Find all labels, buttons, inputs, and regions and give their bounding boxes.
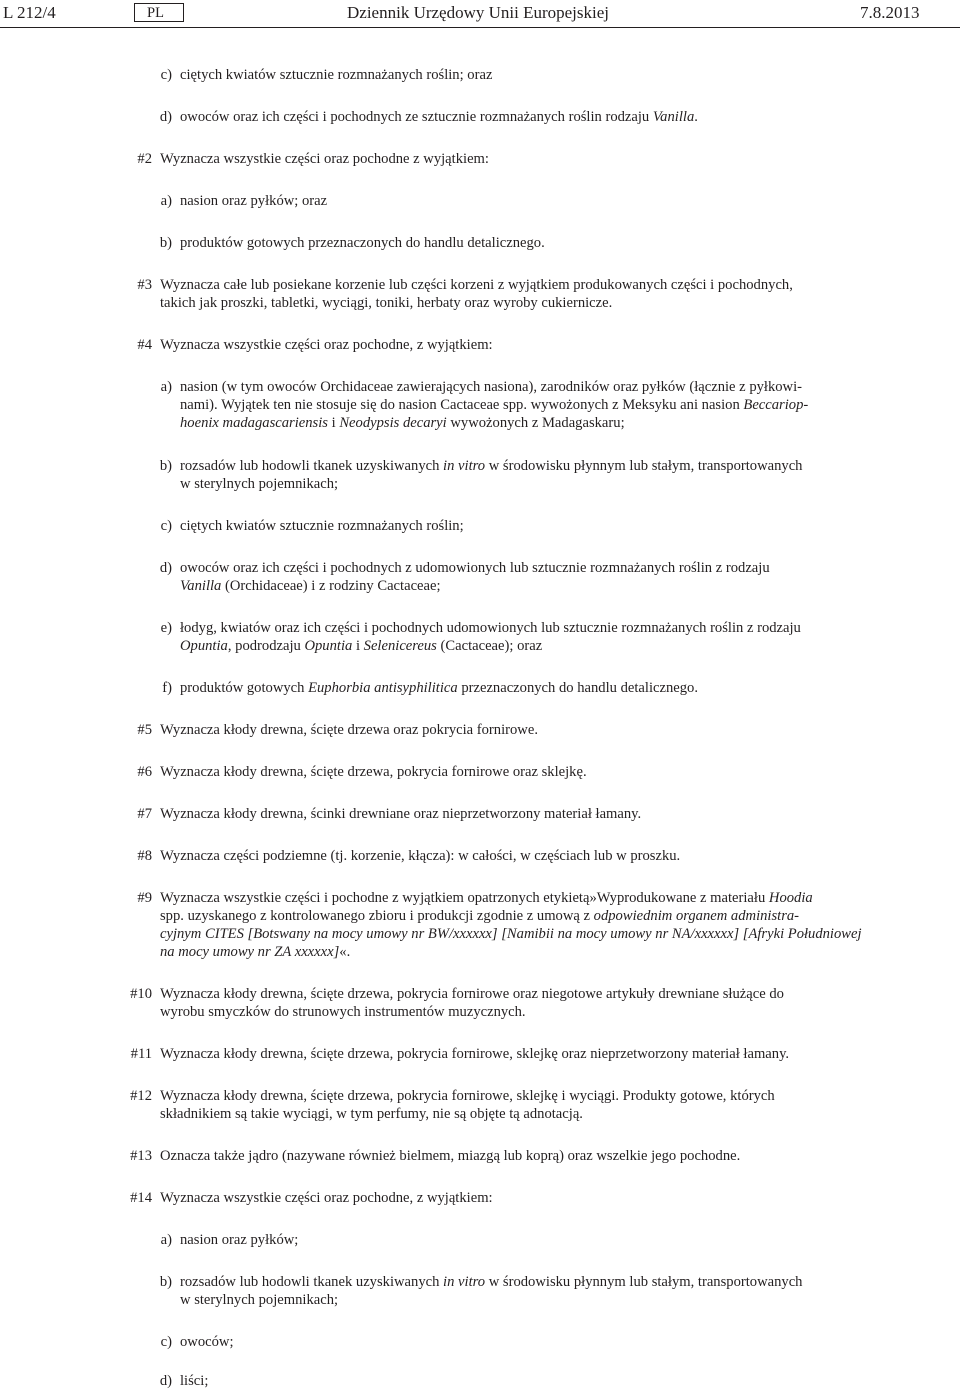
annotation-text-line: takich jak proszki, tabletki, wyciągi, toniki, herbaty oraz wyroby cukiernicze. <box>160 295 613 311</box>
list-label: c) <box>160 67 172 83</box>
publication-date: 7.8.2013 <box>860 3 920 22</box>
page-reference: L 212/4 <box>3 3 56 22</box>
annotation-text: Wyznacza wszystkie części oraz pochodne, z wyjątkiem: <box>160 337 493 353</box>
annotation-number: #11 <box>130 1046 152 1062</box>
annotation-number: #13 <box>130 1148 152 1164</box>
annotation-text: Wyznacza wszystkie części oraz pochodne z wyjątkiem: <box>160 151 489 167</box>
list-item-text-line: w sterylnych pojemnikach; <box>180 1292 339 1308</box>
list-label: d) <box>159 109 172 125</box>
annotation-text-line: Wyznacza wszystkie części i pochodne z wyjątkiem opatrzonych etykietą»Wyprodukowane z materiału Hoodia <box>160 890 813 906</box>
annotation-text: Wyznacza kłody drewna, ścinki drewniane oraz nieprzetworzony materiał łamany. <box>160 806 642 822</box>
list-item-text-line: nasion (w tym owoców Orchidaceae zawierających nasiona), zarodników oraz pyłków (łącznie z pyłkowi- <box>180 379 803 395</box>
list-item-text: ciętych kwiatów sztucznie rozmnażanych roślin; <box>180 518 464 534</box>
list-item-text-line: rozsadów lub hodowli tkanek uzyskiwanych in vitro w środowisku płynnym lub stałym, transportowanych <box>180 1274 803 1290</box>
annotation-text-line: Wyznacza całe lub posiekane korzenie lub części korzeni z wyjątkiem produkowanych części i pochodnych, <box>160 277 793 293</box>
annotation-text: Oznacza także jądro (nazywane również bielmem, miazgą lub koprą) oraz wszelkie jego pochodne. <box>160 1148 741 1164</box>
annotation-number: #4 <box>137 337 152 353</box>
list-item-text-line: łodyg, kwiatów oraz ich części i pochodnych udomowionych lub sztucznie rozmnażanych roślin z rodzaju <box>180 620 801 636</box>
annotation-text-line: składnikiem są takie wyciągi, w tym perfumy, nie są objęte tą adnotacją. <box>160 1106 583 1122</box>
annotation-number: #5 <box>137 722 152 738</box>
annotation-text-line: Wyznacza kłody drewna, ścięte drzewa, pokrycia fornirowe oraz niegotowe artykuły drewniane służące do <box>160 986 784 1002</box>
list-label: e) <box>160 620 172 636</box>
annotation-text-line: na mocy umowy nr ZA xxxxxx]«. <box>160 944 351 960</box>
language-badge: PL <box>134 3 184 22</box>
list-item-text: nasion oraz pyłków; oraz <box>180 193 328 209</box>
list-item-text: owoców oraz ich części i pochodnych ze sztucznie rozmnażanych roślin rodzaju Vanilla. <box>180 109 698 125</box>
list-item-text: nasion oraz pyłków; <box>180 1232 299 1248</box>
list-item-text-line: Opuntia, podrodzaju Opuntia i Selenicereus (Cactaceae); oraz <box>180 638 543 654</box>
journal-title: Dziennik Urzędowy Unii Europejskiej <box>347 3 610 22</box>
list-item-text: produktów gotowych przeznaczonych do handlu detalicznego. <box>180 235 545 251</box>
list-label: f) <box>162 680 172 696</box>
annotation-text: Wyznacza kłody drewna, ścięte drzewa oraz pokrycia fornirowe. <box>160 722 538 738</box>
annotation-number: #7 <box>137 806 152 822</box>
list-label: b) <box>159 458 172 474</box>
annotation-number: #2 <box>137 151 152 167</box>
annotation-text-line: Wyznacza kłody drewna, ścięte drzewa, pokrycia fornirowe, sklejkę i wyciągi. Produkty gotowe, których <box>160 1088 775 1104</box>
annotation-number: #10 <box>130 986 152 1002</box>
list-item-text: owoców; <box>180 1334 234 1350</box>
annotation-text: Wyznacza części podziemne (tj. korzenie, kłącza): w całości, w częściach lub w proszku. <box>160 848 681 864</box>
list-label: b) <box>159 235 172 251</box>
list-label: a) <box>160 1232 172 1248</box>
list-item-text-line: w sterylnych pojemnikach; <box>180 476 339 492</box>
list-label: a) <box>160 379 172 395</box>
annotation-number: #3 <box>137 277 152 293</box>
list-item-text-line: owoców oraz ich części i pochodnych z udomowionych lub sztucznie rozmnażanych roślin z rodzaju <box>180 560 770 576</box>
list-item-text: ciętych kwiatów sztucznie rozmnażanych roślin; oraz <box>180 67 493 83</box>
list-item-text: produktów gotowych Euphorbia antisyphilitica przeznaczonych do handlu detalicznego. <box>180 680 698 696</box>
annotation-text-line: wyrobu smyczków do strunowych instrumentów muzycznych. <box>160 1004 526 1020</box>
annotation-number: #8 <box>137 848 152 864</box>
list-label: d) <box>159 560 172 576</box>
list-label: a) <box>160 193 172 209</box>
annotation-number: #6 <box>137 764 152 780</box>
annotation-text-line: cyjnym CITES [Botswany na mocy umowy nr BW/xxxxxx] [Namibii na mocy umowy nr NA/xxxxxx] [Afryki Południowej <box>160 926 862 942</box>
list-item-text-line: hoenix madagascariensis i Neodypsis decaryi wywożonych z Madagaskaru; <box>180 415 625 431</box>
annotation-number: #14 <box>130 1190 152 1206</box>
annotation-text: Wyznacza kłody drewna, ścięte drzewa, pokrycia fornirowe, sklejkę oraz nieprzetworzony materiał łamany. <box>160 1046 790 1062</box>
annotation-number: #9 <box>137 890 152 906</box>
annotation-text: Wyznacza wszystkie części oraz pochodne, z wyjątkiem: <box>160 1190 493 1206</box>
list-label: c) <box>160 1334 172 1350</box>
annotation-number: #12 <box>130 1088 152 1104</box>
list-item-text-line: nami). Wyjątek ten nie stosuje się do nasion Cactaceae spp. wywożonych z Meksyku ani nasion Beccariop- <box>180 397 809 413</box>
list-item-text-line: Vanilla (Orchidaceae) i z rodziny Cactaceae; <box>180 578 441 594</box>
list-label: c) <box>160 518 172 534</box>
annotation-text: Wyznacza kłody drewna, ścięte drzewa, pokrycia fornirowe oraz sklejkę. <box>160 764 587 780</box>
list-item-text-line: rozsadów lub hodowli tkanek uzyskiwanych in vitro w środowisku płynnym lub stałym, transportowanych <box>180 458 803 474</box>
list-item-text: liści; <box>180 1373 209 1389</box>
list-label: d) <box>159 1373 172 1389</box>
annotation-text-line: spp. uzyskanego z kontrolowanego zbioru i produkcji zgodnie z umową z odpowiednim organem administra- <box>160 908 800 924</box>
list-label: b) <box>159 1274 172 1290</box>
